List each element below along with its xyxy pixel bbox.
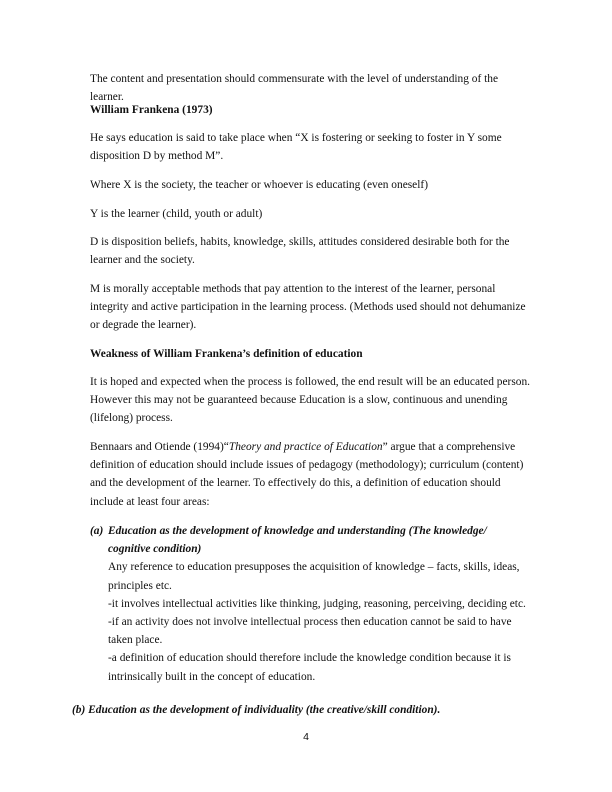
y-definition: Y is the learner (child, youth or adult): [90, 208, 263, 220]
weakness-heading: Weakness of William Frankena’s definition of education: [90, 348, 363, 360]
frankena-definition: He says education is said to take place when “X is fostering or seeking to foster in Y some disposition D by method M”.: [90, 132, 502, 163]
list-item-a-heading: Education as the development of knowledge and understanding (The knowledge/ cognitive condition): [108, 525, 487, 556]
frankena-heading: William Frankena (1973): [90, 104, 213, 116]
list-item-b: [72, 701, 532, 719]
list-item-b-heading: Education as the development of individuality (the creative/skill condition).: [88, 704, 441, 716]
list-item-a-line: -if an activity does not involve intellectual process then education cannot be said to have taken place.: [108, 616, 512, 647]
bennaars-citation: Bennaars and Otiende (1994)“: [90, 441, 229, 453]
list-marker-b: (b): [72, 704, 86, 716]
list-item-a: [90, 522, 530, 686]
list-item-a-line: -a definition of education should therefore include the knowledge condition because it is intrinsically built in the concept of education.: [108, 652, 511, 683]
bennaars-paragraph: [90, 438, 530, 511]
bennaars-body: ” argue that a comprehensive definition of education should include issues of pedagogy (methodology); curriculum (content) and the development of the learner. To effectively do this, a definition of education should include at least four areas:: [90, 441, 524, 508]
list-item-a-line: -it involves intellectual activities like thinking, judging, reasoning, perceiving, deciding etc.: [108, 597, 526, 610]
list-item-a-line: Any reference to education presupposes the acquisition of knowledge – facts, skills, ideas, principles etc.: [108, 561, 520, 592]
x-definition: Where X is the society, the teacher or whoever is educating (even oneself): [90, 179, 428, 191]
weakness-paragraph: It is hoped and expected when the process is followed, the end result will be an educated person. However this may not be guaranteed because Education is a slow, continuous and unending (lifelong) process.: [90, 376, 530, 425]
d-definition: D is disposition beliefs, habits, knowledge, skills, attitudes considered desirable both for the learner and the society.: [90, 236, 510, 267]
list-marker-a: (a): [90, 525, 104, 537]
book-title: Theory and practice of Education: [228, 441, 383, 453]
m-definition: M is morally acceptable methods that pay attention to the interest of the learner, personal integrity and active participation in the learning process. (Methods used should not dehumanize or degrade the learner).: [90, 283, 526, 332]
intro-paragraph: The content and presentation should commensurate with the level of understanding of the learner.: [90, 73, 499, 104]
page-number: 4: [303, 731, 309, 743]
